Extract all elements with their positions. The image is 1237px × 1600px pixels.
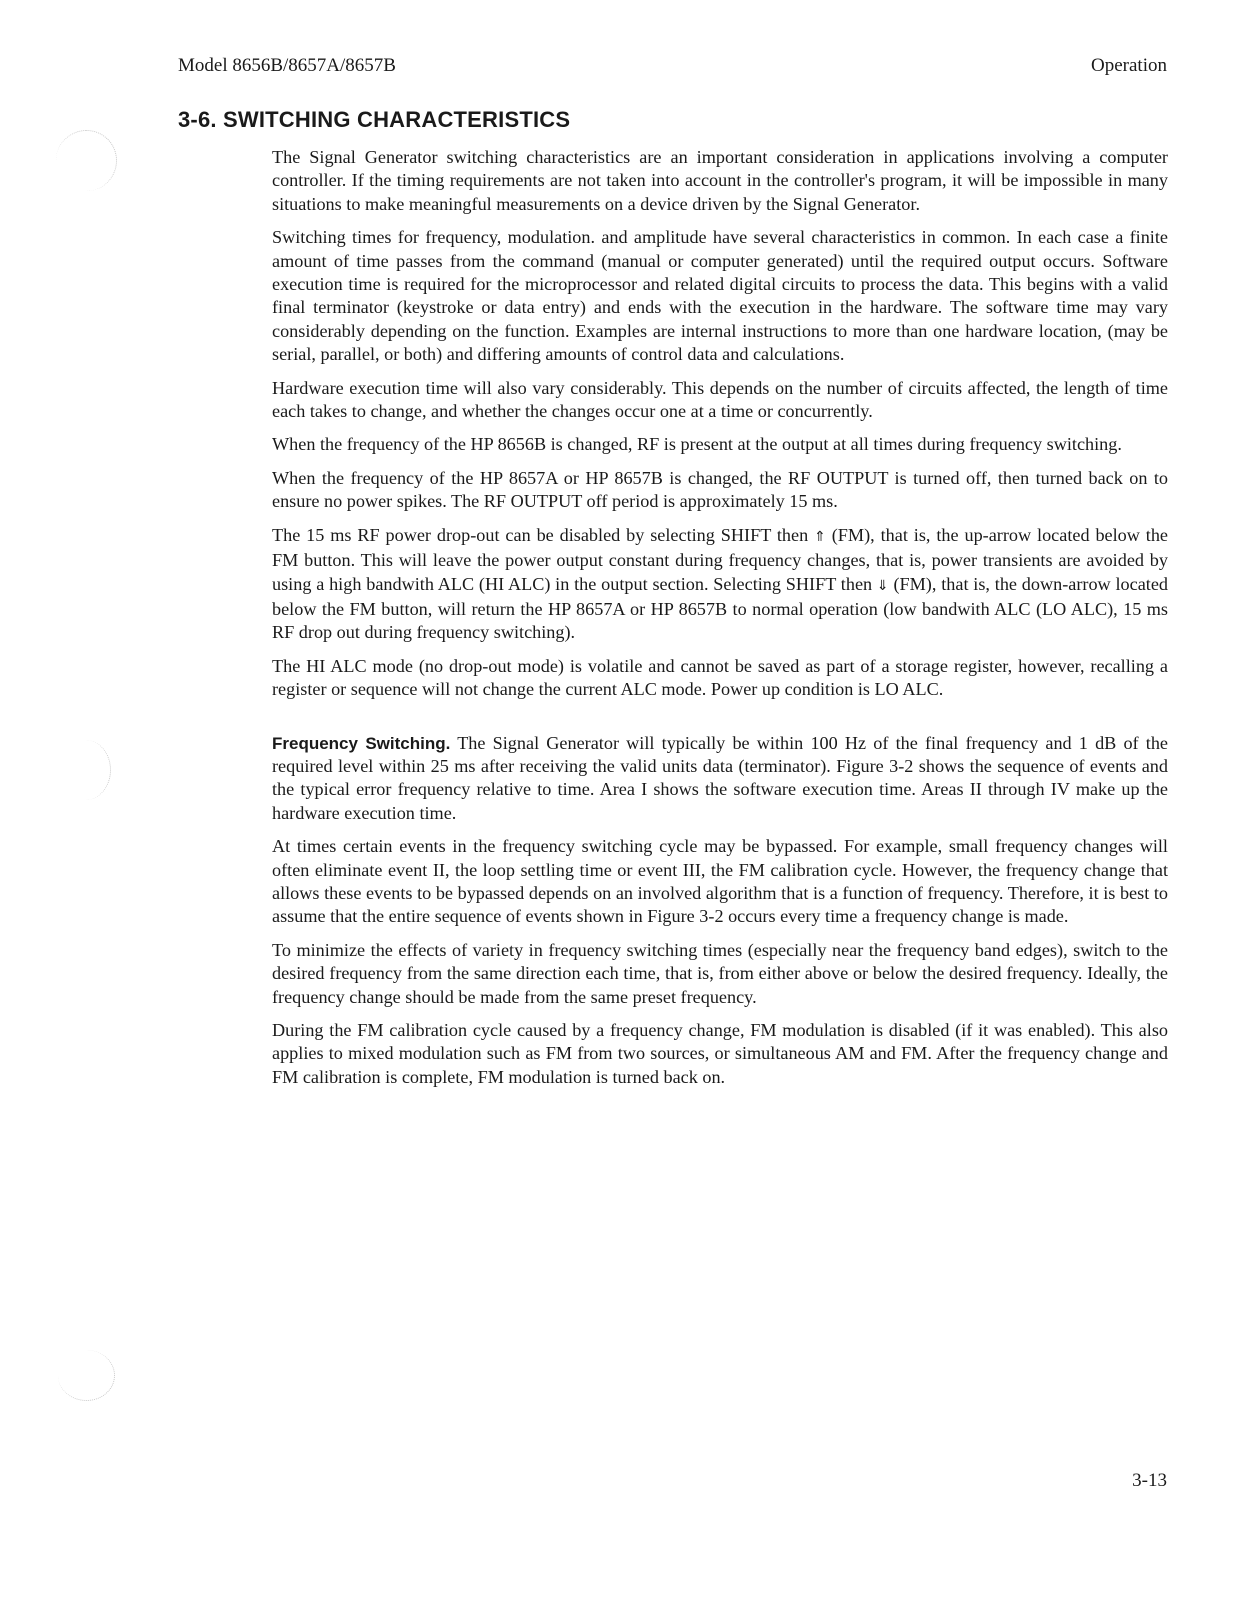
paragraph-text: (FM), that is, the up-arrow located below the FM button. This will leave the power output constant during frequency changes, that is, power transients are avoided by using a high bandwith ALC (HI ALC) in the output section. Selecting SHIFT then	[272, 524, 1169, 594]
paragraph-text: The Signal Generator will typically be within 100 Hz of the final frequency and 1 dB of the required level within 25 ms after receiving the valid units data (terminator). Figure 3-2 shows the sequence of events and the typical error frequency relative to time. Area I shows the software execution time. Areas II through IV make up the hardware execution time.	[272, 732, 1169, 823]
run-in-heading: Frequency Switching.	[272, 733, 451, 753]
up-arrow-icon: ⇑	[814, 528, 826, 545]
paragraph: To minimize the effects of variety in frequency switching times (especially near the frequency band edges), switch to the desired frequency from the same direction each time, that is, from either above or below the desired frequency. Ideally, the frequency change should be made from the same preset frequency.	[272, 939, 1168, 1007]
scan-artifact	[58, 1350, 115, 1401]
paragraph-text: (FM), that is, the down-arrow located below the FM button, will return the HP 8657A or HP 8657B to normal operation (low bandwith ALC (LO ALC), 15 ms RF drop out during frequency switching).	[272, 573, 1169, 643]
header-section: Operation	[1091, 55, 1167, 76]
paragraph: When the frequency of the HP 8656B is changed, RF is present at the output at all times during frequency switching.	[272, 434, 1122, 455]
paragraph: When the frequency of the HP 8657A or HP 8657B is changed, the RF OUTPUT is turned off, then turned back on to ensure no power spikes. The RF OUTPUT off period is approximately 15 ms.	[272, 467, 1168, 512]
page-number: 3-13	[1132, 1470, 1167, 1491]
paragraph: The Signal Generator switching characteristics are an important consideration in applications involving a computer controller. If the timing requirements are not taken into account in the controller's program, it will be impossible in many situations to make meaningful measurements on a device driven by the Signal Generator.	[272, 147, 1168, 214]
paragraph-text: The 15 ms RF power drop-out can be disabled by selecting SHIFT then	[272, 524, 809, 545]
paragraph: The HI ALC mode (no drop-out mode) is volatile and cannot be saved as part of a storage register, however, recalling a register or sequence will not change the current ALC mode. Power up condition is LO ALC.	[272, 655, 1168, 700]
scan-artifact	[60, 740, 111, 800]
paragraph: Hardware execution time will also vary considerably. This depends on the number of circuits affected, the length of time each takes to change, and whether the changes occur one at a time or concurrently.	[272, 377, 1168, 422]
paragraph-alc	[272, 524, 1168, 645]
body-text	[272, 146, 1168, 1099]
paragraph: At times certain events in the frequency switching cycle may be bypassed. For example, small frequency changes will often eliminate event II, the loop settling time or event III, the FM calibration cycle. However, the frequency change that allows these events to be bypassed depends on an involved algorithm that is a function of frequency. Therefore, it is best to assume that the entire sequence of events shown in Figure 3-2 occurs every time a frequency change is made.	[272, 836, 1168, 927]
paragraph: During the FM calibration cycle caused by a frequency change, FM modulation is disabled (if it was enabled). This also applies to mixed modulation such as FM from two sources, or simultaneous AM and FM. After the frequency change and FM calibration is complete, FM modulation is turned back on.	[272, 1020, 1168, 1087]
header-model: Model 8656B/8657A/8657B	[178, 55, 396, 76]
paragraph-frequency-switching	[272, 732, 1168, 826]
section-title: 3-6. SWITCHING CHARACTERISTICS	[178, 107, 571, 132]
scan-artifact	[56, 130, 117, 191]
down-arrow-icon: ⇓	[876, 577, 889, 594]
paragraph: Switching times for frequency, modulation. and amplitude have several characteristics in common. In each case a finite amount of time passes from the command (manual or computer generated) until the required output occurs. Software execution time is required for the microprocessor and related digital circuits to process the data. This begins with a valid final terminator (keystroke or data entry) and ends with the execution in the hardware. The software time may vary considerably depending on the function. Examples are internal instructions to more than one hardware location, (may be serial, parallel, or both) and differing amounts of control data and calculations.	[272, 227, 1168, 365]
